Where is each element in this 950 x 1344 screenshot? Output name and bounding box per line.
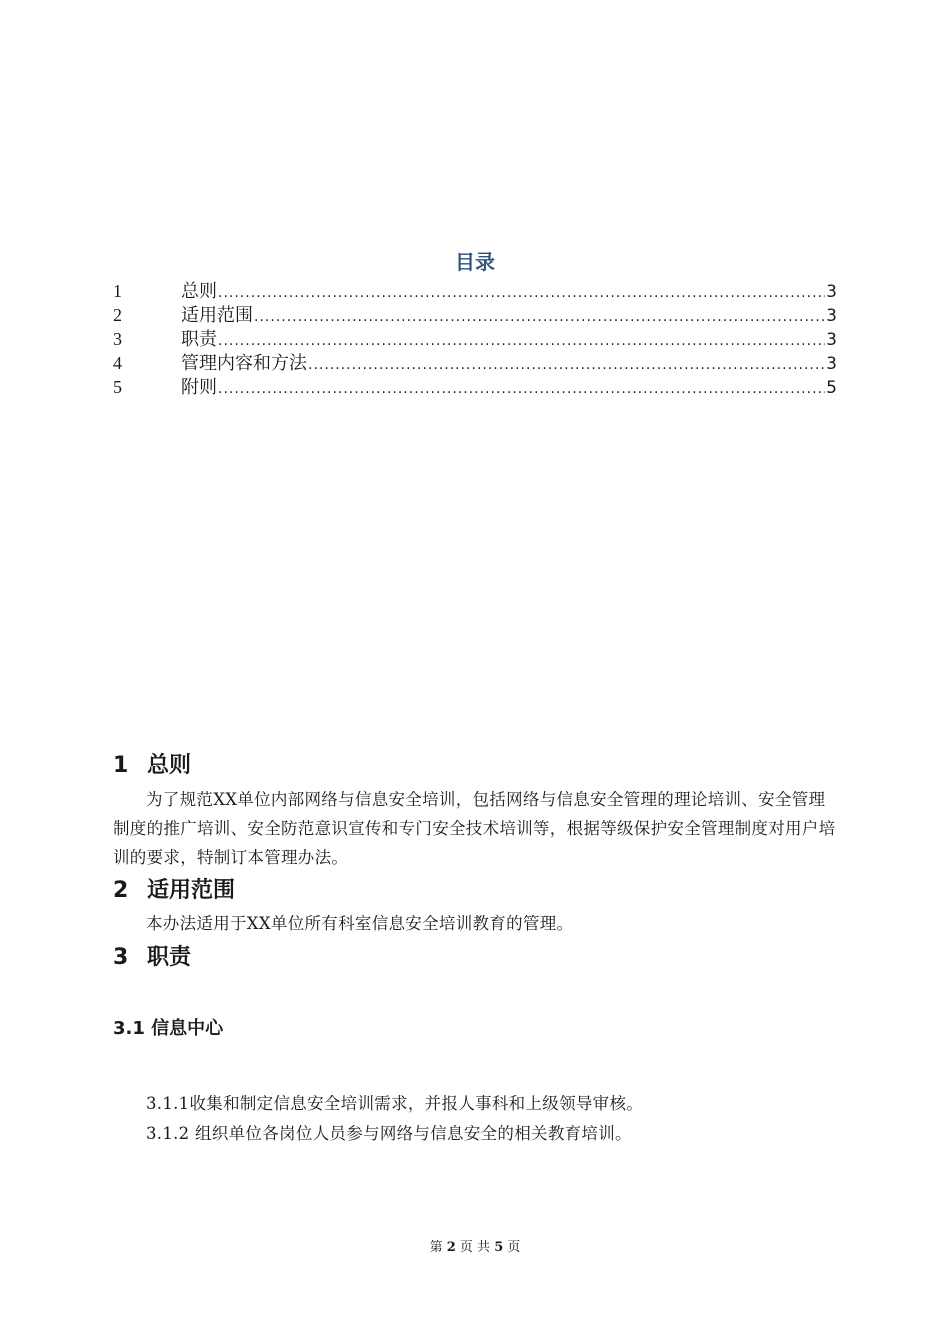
toc-entry-page: 3 (826, 354, 837, 374)
toc-entry-text: 总则 (181, 281, 217, 302)
toc-dot-leader (218, 333, 825, 349)
section-heading-general (113, 748, 191, 779)
section-title: 总则 (147, 753, 192, 778)
section-body-general: 为了规范XX单位内部网络与信息安全培训，包括网络与信息安全管理的理论培训、安全管理制度的推广培训、安全防范意识宣传和专门安全技术培训等，根据等级保护安全管理制度对用户培训的要求，特制订本管理办法。 (113, 790, 836, 867)
toc-dot-leader (218, 285, 825, 301)
clause-3-1-2: 3.1.2 组织单位各岗位人员参与网络与信息安全的相关教育培训。 (146, 1124, 632, 1143)
toc-entry-text: 适用范围 (181, 305, 253, 326)
toc-entry-page: 3 (826, 306, 837, 326)
toc-entry[interactable] (113, 349, 837, 373)
table-of-contents (113, 277, 837, 397)
section-heading-scope (113, 873, 235, 904)
toc-entry-text: 管理内容和方法 (181, 353, 307, 374)
toc-entry-number: 4 (113, 353, 122, 373)
clause-3-1-1: 3.1.1收集和制定信息安全培训需求，并报人事科和上级领导审核。 (146, 1094, 644, 1113)
footer-total-pages: 5 (494, 1240, 504, 1255)
toc-entry[interactable] (113, 277, 837, 301)
toc-entry-number: 1 (113, 281, 122, 301)
section-number: 2 (113, 878, 129, 903)
toc-entry-number: 5 (113, 377, 122, 397)
toc-entry-page: 3 (826, 330, 837, 350)
section-number: 1 (113, 753, 129, 778)
toc-entry-page: 5 (826, 378, 837, 398)
subsection-heading-info-center: 3.1 信息中心 (113, 1018, 224, 1039)
section-heading-duties (113, 940, 191, 971)
toc-entry-number: 3 (113, 329, 122, 349)
toc-entry-text: 职责 (181, 329, 217, 350)
toc-title: 目录 (455, 250, 495, 274)
toc-dot-leader (308, 357, 825, 373)
section-title: 适用范围 (147, 878, 236, 903)
toc-entry[interactable] (113, 325, 837, 349)
toc-entry[interactable] (113, 373, 837, 397)
page-footer (0, 1236, 950, 1255)
section-body-scope: 本办法适用于XX单位所有科室信息安全培训教育的管理。 (146, 914, 574, 933)
footer-current-page: 2 (446, 1240, 456, 1255)
section-title: 职责 (147, 945, 192, 970)
toc-entry-text: 附则 (181, 377, 217, 398)
footer-prefix: 第 (429, 1240, 443, 1255)
toc-dot-leader (218, 381, 825, 397)
toc-entry-number: 2 (113, 305, 122, 325)
section-number: 3 (113, 945, 129, 970)
toc-entry-page: 3 (826, 282, 837, 302)
toc-dot-leader (254, 309, 825, 325)
toc-entry[interactable] (113, 301, 837, 325)
footer-middle: 页 共 (459, 1240, 491, 1255)
footer-suffix: 页 (507, 1240, 521, 1255)
